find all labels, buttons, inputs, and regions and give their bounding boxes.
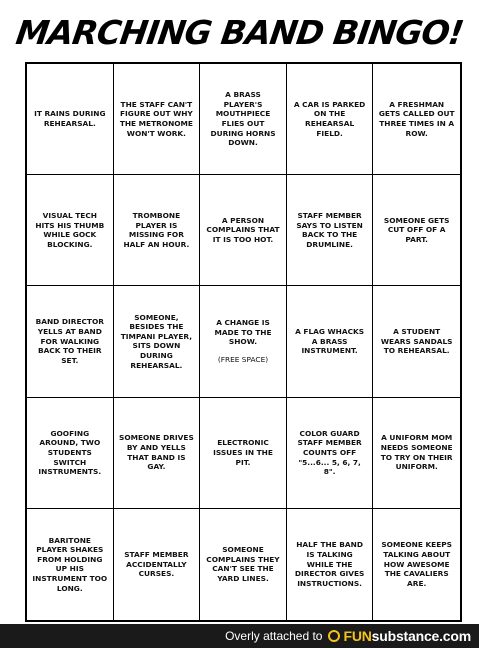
bingo-cell-20[interactable]: A UNIFORM MOM NEEDS SOMEONE TO TRY ON THEIR UNIFORM. [373,398,460,509]
bingo-cell-1[interactable]: IT RAINS DURING REHEARSAL. [27,64,114,175]
footer-attached-text: Overly attached to [225,629,323,643]
free-space-label: (FREE SPACE) [217,355,269,365]
bingo-title: MARCHING BAND BINGO! [13,13,466,52]
bingo-cell-9[interactable]: STAFF MEMBER SAYS TO LISTEN BACK TO THE DRUMLINE. [287,175,374,286]
bingo-cell-4[interactable]: A CAR IS PARKED ON THE REHEARSAL FIELD. [287,64,374,175]
bingo-cell-18[interactable]: ELECTRONIC ISSUES IN THE PIT. [200,398,287,509]
bingo-cell-16[interactable]: GOOFING AROUND, TWO STUDENTS SWITCH INSTRUMENTS. [27,398,114,509]
bingo-cell-11[interactable]: BAND DIRECTOR YELLS AT BAND FOR WALKING BACK TO THEIR SET. [27,286,114,397]
bingo-cell-24[interactable]: HALF THE BAND IS TALKING WHILE THE DIRECTOR GIVES INSTRUCTIONS. [287,509,374,620]
bingo-cell-2[interactable]: THE STAFF CAN'T FIGURE OUT WHY THE METRONOME WON'T WORK. [114,64,201,175]
funsubstance-logo-icon [328,630,340,642]
bingo-cell-3[interactable]: A BRASS PLAYER'S MOUTHPIECE FLIES OUT DURING HORNS DOWN. [200,64,287,175]
bingo-cell-8[interactable]: A PERSON COMPLAINS THAT IT IS TOO HOT. [200,175,287,286]
footer-brand[interactable] [343,628,471,644]
bingo-cell-22[interactable]: STAFF MEMBER ACCIDENTALLY CURSES. [114,509,201,620]
bingo-cell-21[interactable]: BARITONE PLAYER SHAKES FROM HOLDING UP HIS INSTRUMENT TOO LONG. [27,509,114,620]
footer-brand-rest: substance.com [371,628,471,644]
bingo-cell-17[interactable]: SOMEONE DRIVES BY AND YELLS THAT BAND IS GAY. [114,398,201,509]
bingo-grid [25,62,462,622]
watermark-footer [0,624,479,648]
bingo-cell-7[interactable]: TROMBONE PLAYER IS MISSING FOR HALF AN HOUR. [114,175,201,286]
free-space-text: A CHANGE IS MADE TO THE SHOW. [214,318,272,347]
bingo-cell-19[interactable]: COLOR GUARD STAFF MEMBER COUNTS OFF "5...6... 5, 6, 7, 8". [287,398,374,509]
bingo-cell-25[interactable]: SOMEONE KEEPS TALKING ABOUT HOW AWESOME THE CAVALIERS ARE. [381,540,453,588]
bingo-cell-6[interactable]: VISUAL TECH HITS HIS THUMB WHILE GOCK BLOCKING. [27,175,114,286]
bingo-cell-free[interactable] [200,286,287,397]
bingo-cell-10[interactable]: SOMEONE GETS CUT OFF OF A PART. [373,175,460,286]
bingo-cell-12[interactable]: SOMEONE, BESIDES THE TIMPANI PLAYER, SITS DOWN DURING REHEARSAL. [114,286,201,397]
bingo-cell-23[interactable]: SOMEONE COMPLAINS THEY CAN'T SEE THE YARD LINES. [200,509,287,620]
bingo-cell-15[interactable]: A STUDENT WEARS SANDALS TO REHEARSAL. [373,286,460,397]
footer-brand-accent: FUN [343,628,372,644]
bingo-cell-14[interactable]: A FLAG WHACKS A BRASS INSTRUMENT. [287,286,374,397]
bingo-cell-5[interactable]: A FRESHMAN GETS CALLED OUT THREE TIMES IN A ROW. [373,64,460,175]
